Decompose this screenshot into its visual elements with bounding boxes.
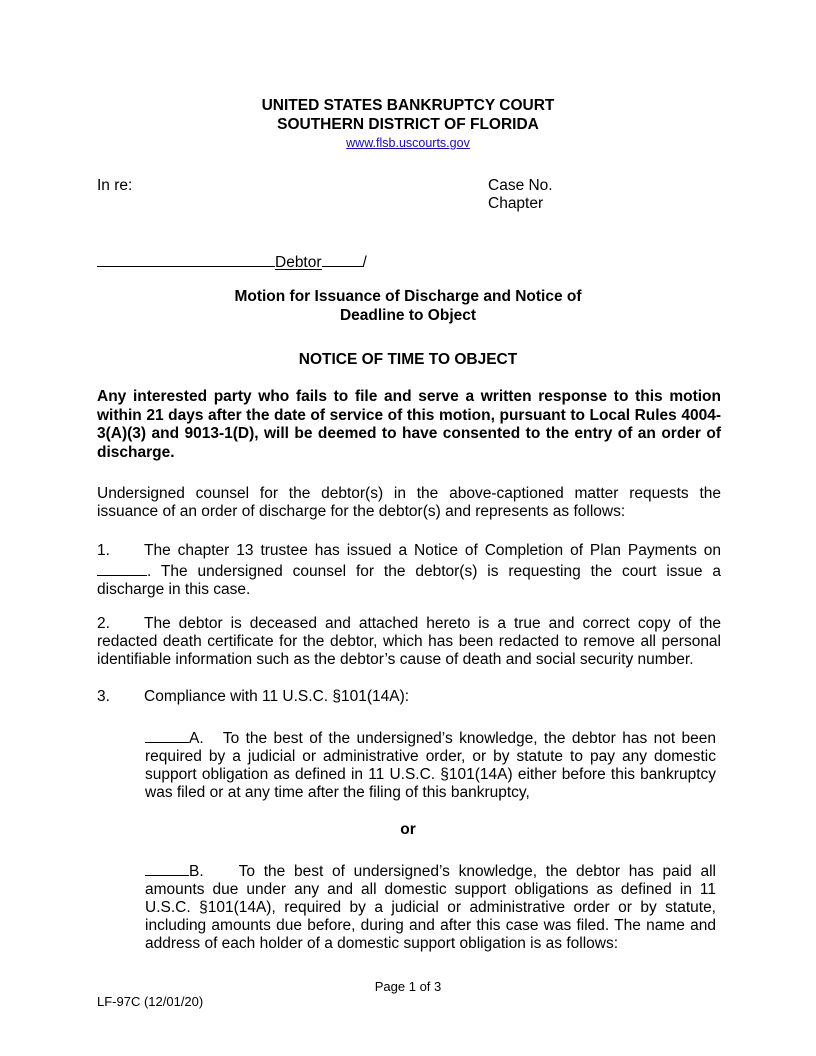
case-number-label: Case No. xyxy=(488,177,553,194)
paragraph-3-number: 3. xyxy=(97,688,110,705)
court-website-text[interactable]: www.flsb.uscourts.gov xyxy=(346,136,470,150)
intro-paragraph: Undersigned counsel for the debtor(s) in the above-captioned matter requests the issuance of an order of discharge for the debtor(s) and represents as follows: xyxy=(97,485,721,520)
debtor-caption-line xyxy=(97,251,367,272)
completion-date-blank[interactable] xyxy=(97,560,147,576)
paragraph-3 xyxy=(97,688,721,706)
option-b-text: To the best of undersigned’s knowledge, the debtor has paid all amounts due under any and all domestic support obligations as defined in 11 U.S.C. §101(14A), required by a judicial or administrative order or by statute, including amounts due before, during and after this case was filed. The name and address of each holder of a domestic support obligation is as follows: xyxy=(145,863,716,952)
court-district: SOUTHERN DISTRICT OF FLORIDA xyxy=(277,116,539,133)
paragraph-1-number: 1. xyxy=(97,542,110,559)
motion-title-line1: Motion for Issuance of Discharge and Notice of xyxy=(234,288,582,305)
option-a xyxy=(145,727,716,802)
option-b-label: B. xyxy=(189,863,204,880)
objection-warning: Any interested party who fails to file and serve a written response to this motion within 21 days after the date of service of this motion, pursuant to Local Rules 4004-3(A)(3) and 9013-1(D), will be deemed to have consented to the entry of an order of discharge. xyxy=(97,388,721,461)
option-a-text: To the best of the undersigned’s knowledge, the debtor has not been required by a judicial or administrative order, or by statute to pay any domestic support obligation as defined in 11 U.S.C. §101(14A) either before this bankruptcy was filed or at any time after the filing of this bankruptcy, xyxy=(145,730,716,801)
motion-title xyxy=(0,287,816,325)
paragraph-1-text-b: . The undersigned counsel for the debtor(s) is requesting the court issue a discharge in this case. xyxy=(97,563,721,598)
option-a-checkbox-blank[interactable] xyxy=(145,727,189,743)
debtor-name-blank[interactable] xyxy=(97,251,275,267)
paragraph-2-text: The debtor is deceased and attached hereto is a true and correct copy of the redacted death certificate for the debtor, which has been redacted to remove all personal identifiable information such as the debtor’s cause of death and social security number. xyxy=(97,615,721,668)
option-b xyxy=(145,860,716,953)
caption-slash: / xyxy=(362,254,367,271)
paragraph-3-text: Compliance with 11 U.S.C. §101(14A): xyxy=(144,688,410,705)
paragraph-1-text-a: The chapter 13 trustee has issued a Notice of Completion of Plan Payments on xyxy=(144,542,721,559)
chapter-label: Chapter xyxy=(488,195,544,212)
option-b-checkbox-blank[interactable] xyxy=(145,860,189,876)
option-a-label: A. xyxy=(189,730,204,747)
page-number: Page 1 of 3 xyxy=(374,979,442,994)
court-header xyxy=(0,96,816,134)
paragraph-2 xyxy=(97,615,721,669)
debtor-label: Debtor xyxy=(275,254,322,271)
or-separator: or xyxy=(400,821,416,838)
in-re-label: In re: xyxy=(97,177,133,194)
court-name: UNITED STATES BANKRUPTCY COURT xyxy=(261,97,555,114)
form-identifier: LF-97C (12/01/20) xyxy=(97,994,204,1009)
paragraph-2-number: 2. xyxy=(97,615,110,632)
motion-title-line2: Deadline to Object xyxy=(339,307,477,324)
debtor-trailing-blank xyxy=(322,251,363,267)
notice-heading: NOTICE OF TIME TO OBJECT xyxy=(298,351,518,368)
court-website-link[interactable] xyxy=(0,134,816,152)
paragraph-1 xyxy=(97,542,721,599)
